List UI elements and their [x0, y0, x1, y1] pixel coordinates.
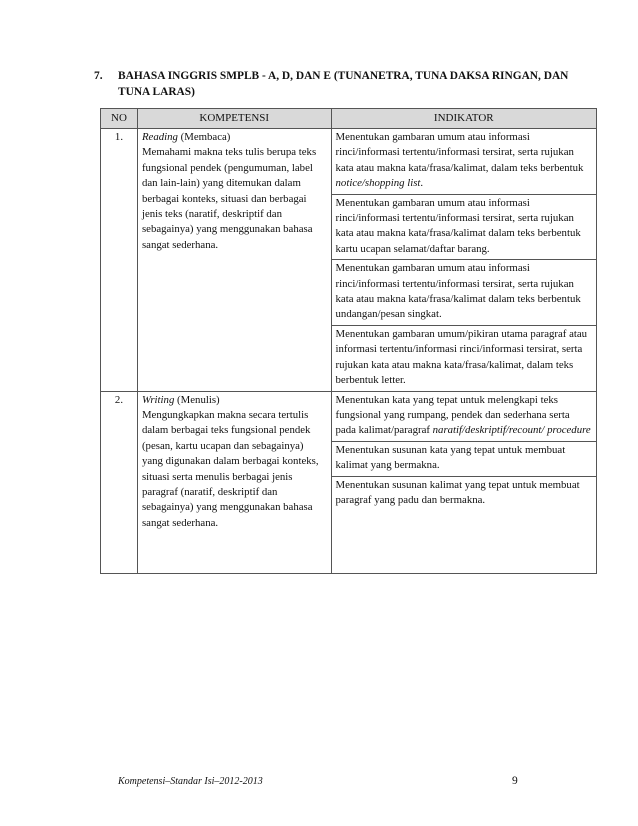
indikator-cell	[331, 476, 596, 573]
indikator-cell	[331, 194, 596, 260]
table-row	[101, 391, 597, 441]
indikator-text: Menentukan kata yang tepat untuk melengkapi teks fungsional yang rumpang, pendek dan sederhana serta pada kalimat/paragraf	[335, 393, 570, 437]
header-no: NO	[101, 109, 138, 129]
section-title: BAHASA INGGRIS SMPLB - A, D, DAN E (TUNANETRA, TUNA DAKSA RINGAN, DAN TUNA LARAS)	[118, 70, 569, 98]
section-number: 7.	[94, 70, 103, 82]
indikator-text: Menentukan gambaran umum atau informasi rinci/informasi tertentu/informasi tersirat, serta rujukan kata atau makna kata/frasa/kalimat, dalam teks berbentuk	[335, 131, 584, 174]
table-row	[101, 129, 597, 195]
skill-local-name: (Membaca)	[177, 131, 231, 143]
table-header-row	[101, 109, 597, 129]
kompetensi-cell	[137, 129, 331, 392]
indikator-cell	[331, 391, 596, 441]
indikator-text: Menentukan gambaran umum/pikiran utama paragraf atau informasi tertentu/informasi rinci/informasi tersirat, serta rujukan kata atau makna kata/frasa/kalimat, dalam teks berbentuk letter.	[335, 327, 588, 387]
footer-title: Kompetensi–Standar Isi–2012-2013	[118, 776, 263, 787]
page-number: 9	[512, 775, 518, 787]
indikator-text: Menentukan susunan kata yang tepat untuk membuat kalimat yang bermakna.	[335, 443, 566, 472]
indikator-cell	[331, 260, 596, 326]
indikator-cell	[331, 325, 596, 391]
kompetensi-text: Memahami makna teks tulis berupa teks fungsional pendek (pengumuman, label dan lain-lain) yang ditemukan dalam berbagai konteks, situasi dan berbagai jenis teks (naratif, deskriptif dan sebagainya) yang menggunakan bahasa sangat sederhana.	[141, 146, 317, 251]
indikator-text: Menentukan gambaran umum atau informasi rinci/informasi tertentu/informasi tersirat, serta rujukan kata atau makna kata/frasa/kalimat dalam teks berbentuk kartu ucapan selamat/daftar barang.	[335, 196, 581, 255]
indikator-italic: naratif/deskriptif/recount/ procedure	[432, 424, 591, 437]
kompetensi-cell	[137, 391, 331, 573]
indikator-text: Menentukan gambaran umum atau informasi rinci/informasi tertentu/informasi tersirat, serta rujukan kata atau makna kata/frasa/kalimat dalam teks berbentuk undangan/pesan singkat.	[335, 262, 581, 321]
indikator-text: Menentukan susunan kalimat yang tepat untuk membuat paragraf yang padu dan bermakna.	[335, 478, 580, 506]
indikator-end: .	[420, 177, 424, 190]
skill-local-name: (Menulis)	[174, 393, 220, 406]
competency-table	[100, 108, 597, 574]
kompetensi-text: Mengungkapkan makna secara tertulis dalam berbagai teks fungsional pendek (pesan, kartu ucapan dan sebagainya) yang digunakan dalam berbagai konteks, situasi serta menulis berbagai jenis paragraf (naratif, deskriptif dan sebagainya) yang menggunakan bahasa sangat sederhana.	[141, 408, 319, 529]
row-number: 1.	[101, 129, 138, 392]
indikator-cell	[331, 129, 596, 195]
indikator-italic: notice/shopping list	[335, 177, 421, 190]
skill-name: Reading	[141, 131, 178, 143]
header-kompetensi: KOMPETENSI	[137, 109, 331, 129]
indikator-cell	[331, 441, 596, 476]
section-heading	[94, 69, 594, 100]
skill-name: Writing	[141, 393, 175, 406]
row-number: 2.	[101, 391, 138, 573]
header-indikator: INDIKATOR	[331, 109, 596, 129]
